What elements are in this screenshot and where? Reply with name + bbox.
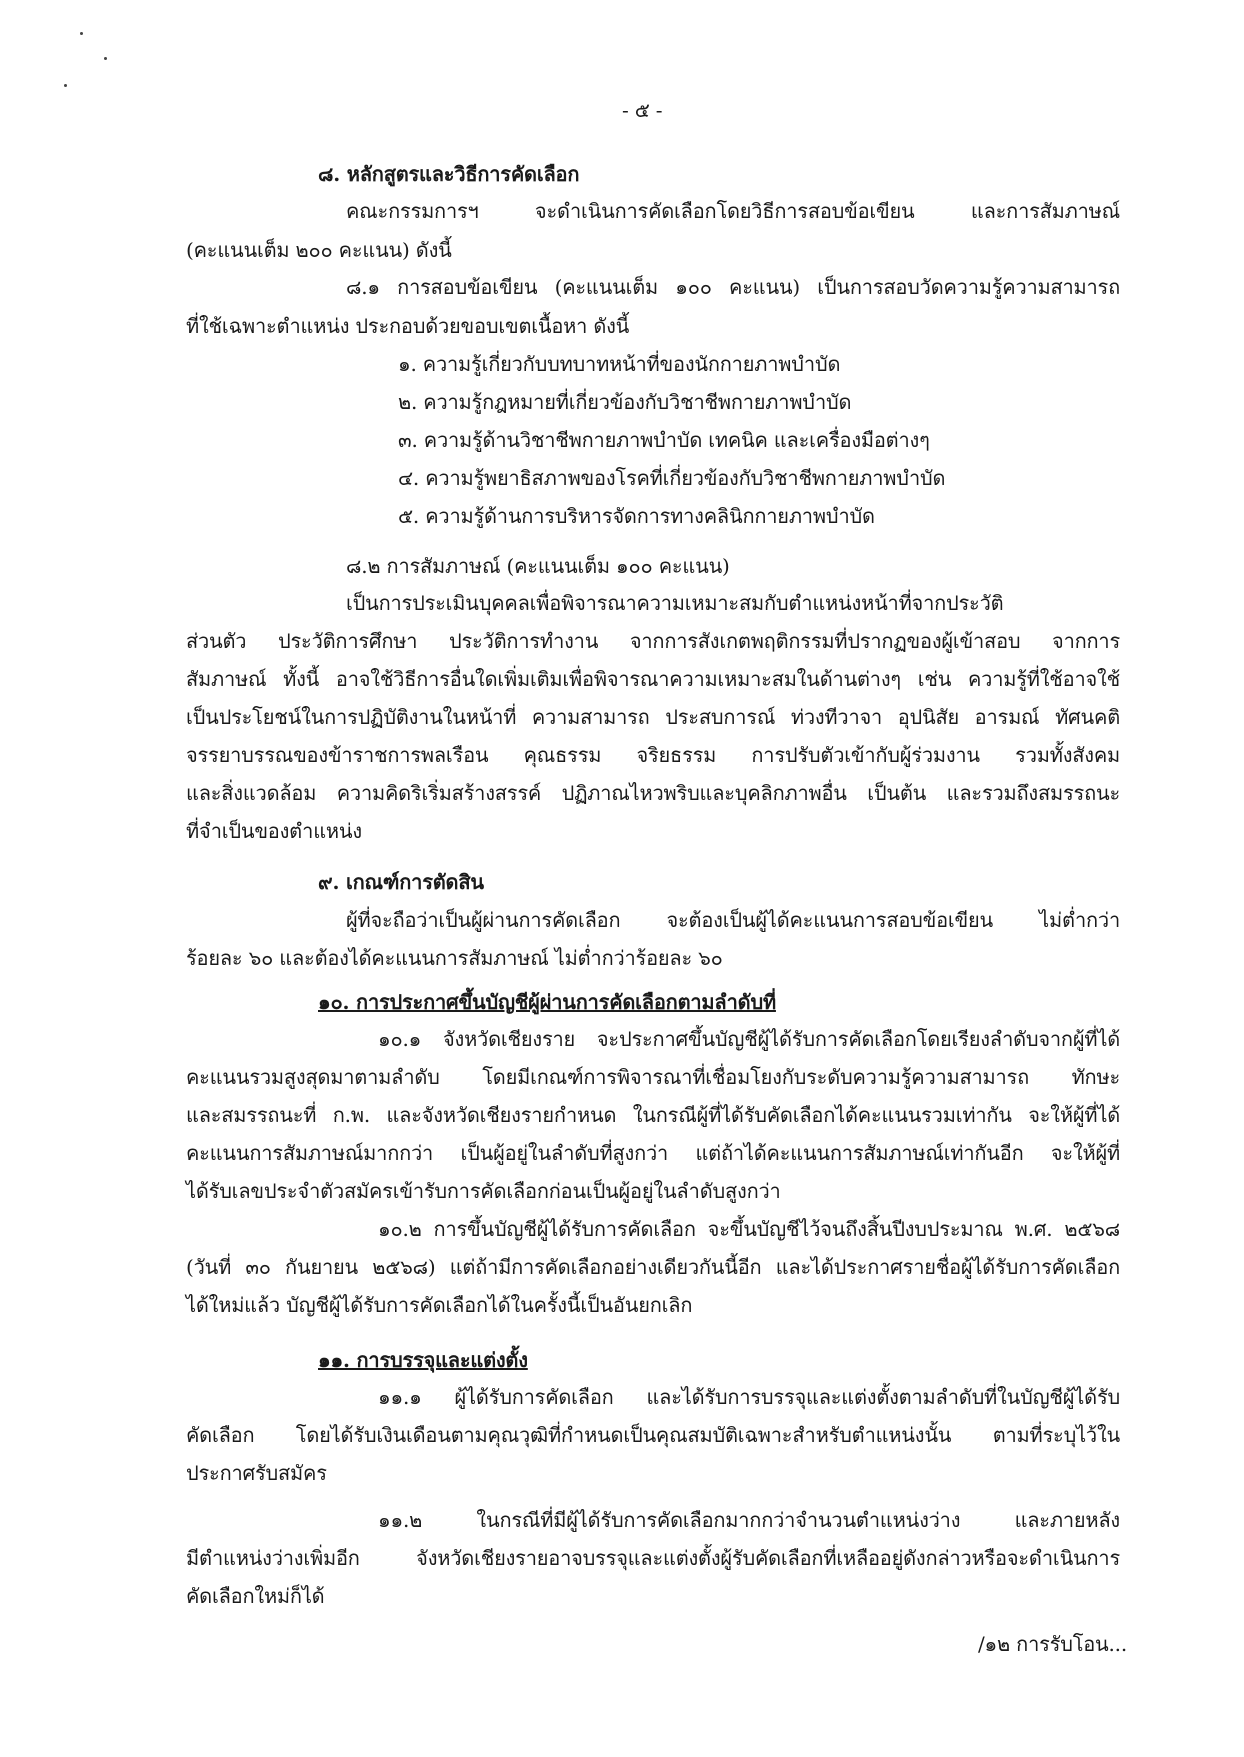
scan-speck bbox=[64, 84, 67, 87]
section-8-2-line: ที่จำเป็นของตำแหน่ง bbox=[186, 819, 362, 843]
section-10-2-line: ๑๐.๒ การขึ้นบัญชีผู้ได้รับการคัดเลือก จะขึ้นบัญชีไว้จนถึงสิ้นปีงบประมาณ พ.ศ. ๒๕๖๘ bbox=[378, 1217, 1120, 1241]
page-number: - ๕ - bbox=[622, 98, 663, 122]
section-9-title: ๙. เกณฑ์การตัดสิน bbox=[318, 870, 484, 894]
section-8-1-line: ที่ใช้เฉพาะตำแหน่ง ประกอบด้วยขอบเขตเนื้อหา ดังนี้ bbox=[186, 314, 630, 338]
section-8-2-line: จรรยาบรรณของข้าราชการพลเรือน คุณธรรม จริยธรรม การปรับตัวเข้ากับผู้ร่วมงาน รวมทั้งสังคม bbox=[186, 743, 1120, 767]
section-8-2-line: และสิ่งแวดล้อม ความคิดริเริ่มสร้างสรรค์ ปฏิภาณไหวพริบและบุคลิกภาพอื่น เป็นต้น และรวมถึงสมรรถนะ bbox=[186, 781, 1120, 805]
section-8-2-title: ๘.๒ การสัมภาษณ์ (คะแนนเต็ม ๑๐๐ คะแนน) bbox=[346, 554, 730, 578]
section-8-intro-line: (คะแนนเต็ม ๒๐๐ คะแนน) ดังนี้ bbox=[186, 238, 452, 262]
section-10-2-line: ได้ใหม่แล้ว บัญชีผู้ได้รับการคัดเลือกได้ในครั้งนี้เป็นอันยกเลิก bbox=[186, 1293, 693, 1317]
content-item: ๒. ความรู้กฎหมายที่เกี่ยวข้องกับวิชาชีพกายภาพบำบัด bbox=[398, 390, 852, 414]
scan-speck bbox=[80, 32, 83, 35]
section-10-title: ๑๐. การประกาศขึ้นบัญชีผู้ผ่านการคัดเลือกตามลำดับที่ bbox=[318, 990, 776, 1014]
content-item: ๓. ความรู้ด้านวิชาชีพกายภาพบำบัด เทคนิค และเครื่องมือต่างๆ bbox=[398, 428, 930, 452]
section-11-2-line: มีตำแหน่งว่างเพิ่มอีก จังหวัดเชียงรายอาจบรรจุและแต่งตั้งผู้รับคัดเลือกที่เหลืออยู่ดังกล่าวหรือจะดำเนินการ bbox=[186, 1546, 1120, 1570]
content-item: ๑. ความรู้เกี่ยวกับบทบาทหน้าที่ของนักกายภาพบำบัด bbox=[398, 352, 841, 376]
section-10-1-line: และสมรรถนะที่ ก.พ. และจังหวัดเชียงรายกำหนด ในกรณีผู้ที่ได้รับคัดเลือกได้คะแนนรวมเท่ากัน จะให้ผู้ที่ได้ bbox=[186, 1103, 1120, 1127]
section-10-2-line: (วันที่ ๓๐ กันยายน ๒๕๖๘) แต่ถ้ามีการคัดเลือกอย่างเดียวกันนี้อีก และได้ประกาศรายชื่อผู้ได้รับการคัดเลือก bbox=[186, 1255, 1120, 1279]
section-11-title: ๑๑. การบรรจุและแต่งตั้ง bbox=[318, 1348, 528, 1372]
scan-speck bbox=[104, 57, 107, 60]
section-8-intro-line: คณะกรรมการฯ จะดำเนินการคัดเลือกโดยวิธีการสอบข้อเขียน และการสัมภาษณ์ bbox=[346, 199, 1120, 223]
section-8-title: ๘. หลักสูตรและวิธีการคัดเลือก bbox=[318, 162, 580, 186]
section-8-2-line: สัมภาษณ์ ทั้งนี้ อาจใช้วิธีการอื่นใดเพิ่มเติมเพื่อพิจารณาความเหมาะสมในด้านต่างๆ เช่น ความรู้ที่ใช้อาจใช้ bbox=[186, 667, 1120, 691]
content-item: ๕. ความรู้ด้านการบริหารจัดการทางคลินิกกายภาพบำบัด bbox=[398, 504, 875, 528]
section-10-1-line: ได้รับเลขประจำตัวสมัครเข้ารับการคัดเลือกก่อนเป็นผู้อยู่ในลำดับสูงกว่า bbox=[186, 1179, 781, 1203]
section-9-line: ผู้ที่จะถือว่าเป็นผู้ผ่านการคัดเลือก จะต้องเป็นผู้ได้คะแนนการสอบข้อเขียน ไม่ต่ำกว่า bbox=[346, 908, 1120, 932]
section-8-2-line: ส่วนตัว ประวัติการศึกษา ประวัติการทำงาน จากการสังเกตพฤติกรรมที่ปรากฏของผู้เข้าสอบ จากการ bbox=[186, 629, 1120, 653]
section-8-1-line: ๘.๑ การสอบข้อเขียน (คะแนนเต็ม ๑๐๐ คะแนน) เป็นการสอบวัดความรู้ความสามารถ bbox=[346, 275, 1120, 299]
section-11-1-line: คัดเลือก โดยได้รับเงินเดือนตามคุณวุฒิที่กำหนดเป็นคุณสมบัติเฉพาะสำหรับตำแหน่งนั้น ตามที่ระบุไว้ใน bbox=[186, 1423, 1120, 1447]
section-9-line: ร้อยละ ๖๐ และต้องได้คะแนนการสัมภาษณ์ ไม่ต่ำกว่าร้อยละ ๖๐ bbox=[186, 946, 723, 970]
section-11-1-line: ประกาศรับสมัคร bbox=[186, 1461, 327, 1485]
section-10-1-line: ๑๐.๑ จังหวัดเชียงราย จะประกาศขึ้นบัญชีผู้ได้รับการคัดเลือกโดยเรียงลำดับจากผู้ที่ได้ bbox=[378, 1027, 1120, 1051]
continuation-note: /๑๒ การรับโอน... bbox=[978, 1632, 1127, 1656]
section-10-1-line: คะแนนรวมสูงสุดมาตามลำดับ โดยมีเกณฑ์การพิจารณาที่เชื่อมโยงกับระดับความรู้ความสามารถ ทักษะ bbox=[186, 1065, 1120, 1089]
section-11-2-line: ๑๑.๒ ในกรณีที่มีผู้ได้รับการคัดเลือกมากกว่าจำนวนตำแหน่งว่าง และภายหลัง bbox=[378, 1508, 1120, 1532]
section-11-2-line: คัดเลือกใหม่ก็ได้ bbox=[186, 1584, 325, 1608]
section-8-2-line: เป็นประโยชน์ในการปฏิบัติงานในหน้าที่ ความสามารถ ประสบการณ์ ท่วงทีวาจา อุปนิสัย อารมณ์ ทัศนคติ bbox=[186, 705, 1120, 729]
section-10-1-line: คะแนนการสัมภาษณ์มากกว่า เป็นผู้อยู่ในลำดับที่สูงกว่า แต่ถ้าได้คะแนนการสัมภาษณ์เท่ากันอีก จะให้ผู้ที่ bbox=[186, 1141, 1120, 1165]
section-8-2-line: เป็นการประเมินบุคคลเพื่อพิจารณาความเหมาะสมกับตำแหน่งหน้าที่จากประวัติ bbox=[346, 591, 1004, 615]
section-11-1-line: ๑๑.๑ ผู้ได้รับการคัดเลือก และได้รับการบรรจุและแต่งตั้งตามลำดับที่ในบัญชีผู้ได้รับ bbox=[378, 1385, 1120, 1409]
content-item: ๔. ความรู้พยาธิสภาพของโรคที่เกี่ยวข้องกับวิชาชีพกายภาพบำบัด bbox=[398, 466, 946, 490]
